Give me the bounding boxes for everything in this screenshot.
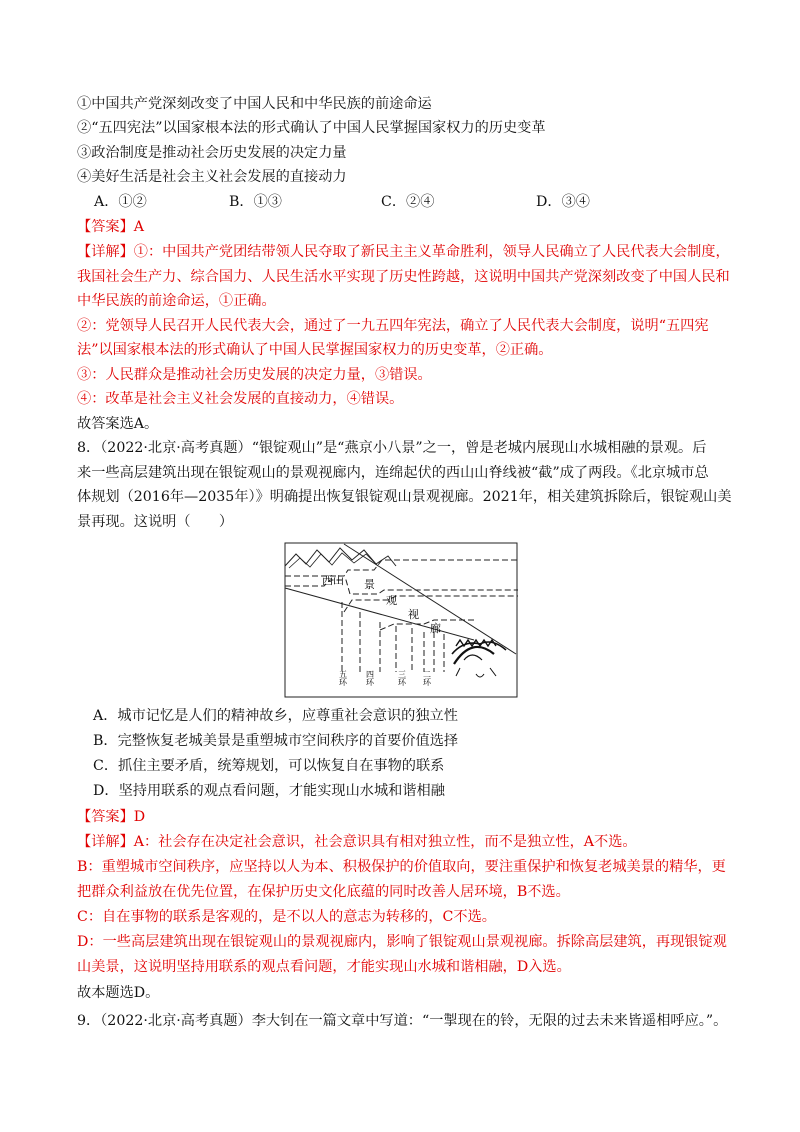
q8-detail-line: 【详解】A：社会存在决定社会意识，社会意识具有相对独立性，而不是独立性，A不选。: [77, 834, 637, 850]
q7-detail-line: 法”以国家根本法的形式确认了中国人民掌握国家权力的历史变革，②正确。: [77, 342, 553, 358]
q7-detail-line: ③：人民群众是推动社会历史发展的决定力量，③错误。: [77, 367, 432, 383]
q8-detail-line: 把群众利益放在优先位置，在保护历史文化底蕴的同时改善人居环境，B不选。: [77, 884, 570, 900]
q8-option-a: A．城市记忆是人们的精神故乡，应尊重社会意识的独立性: [93, 708, 458, 724]
bridge-arch: [464, 655, 482, 660]
skyline-middle: [344, 596, 518, 612]
q9-stem: 9．（2022·北京·高考真题）李大钊在一篇文章中写道：“一掣现在的铃，无限的过去未来皆遥相呼应。”。: [77, 1013, 728, 1029]
q7-detail-line: 中华民族的前途命运，①正确。: [77, 293, 276, 309]
bridge-leg: [456, 668, 460, 676]
q8-stem-line: 8．（2022·北京·高考真题）“银锭观山”是“燕京小八景”之一，曾是老城内展现山水城相融的景观。后: [77, 440, 707, 456]
bridge-leg: [490, 668, 496, 676]
q7-statement-3: ③政治制度是推动社会历史发展的决定力量: [77, 145, 347, 161]
q7-detail-line: ④：改革是社会主义社会发展的直接动力，④错误。: [77, 391, 404, 407]
q8-option-b: B．完整恢复老城美景是重塑城市空间秩序的首要价值选择: [93, 733, 459, 749]
q7-option-d: D．③④: [536, 194, 590, 210]
q7-statement-2: ②“五四宪法”以国家根本法的形式确认了中国人民掌握国家权力的历史变革: [77, 120, 546, 136]
q8-stem-line: 景再现。这说明（ ）: [77, 514, 234, 530]
q7-detail-line: 【详解】①：中国共产党团结带领人民夺取了新民主主义革命胜利，领导人民确立了人民代表大会制度，: [77, 244, 730, 260]
ring-label: 三环: [397, 670, 407, 686]
q8-detail-line: C：自在事物的联系是客观的，是不以人的意志为转移的，C不选。: [77, 909, 496, 925]
corridor-char: 廊: [430, 622, 441, 635]
skyline-lower: [380, 620, 474, 630]
viewer-mark: [476, 674, 484, 677]
q7-detail-line: ②：党领导人民召开人民代表大会，通过了一九五四年宪法，确立了人民代表大会制度，说明“五四宪: [77, 318, 709, 334]
corridor-char: 观: [386, 594, 397, 607]
ring-label: 五环: [338, 670, 348, 686]
skyline-top: [285, 560, 518, 576]
q7-statement-1: ①中国共产党深刻改变了中国人民和中华民族的前途命运: [77, 96, 432, 112]
corridor-char: 视: [408, 608, 419, 621]
q8-detail-line: D：一些高层建筑出现在银锭观山的景观视廊内，影响了银锭观山景观视廊。拆除高层建筑，再现银锭观: [77, 934, 727, 950]
q7-option-b: B．①③: [229, 194, 282, 210]
q8-answer: 【答案】D: [77, 809, 146, 825]
ring-label: 四环: [365, 670, 375, 686]
q8-detail-line: B：重塑城市空间秩序，应坚持以人为本、积极保护的价值取向，要注重保护和恢复老城美景的精华，更: [77, 859, 726, 875]
q7-option-a: A．①②: [94, 194, 147, 210]
skyline-upper: [285, 580, 518, 594]
q8-conclusion: 故本题选D。: [77, 985, 160, 1001]
q7-statement-4: ④美好生活是社会主义社会发展的直接动力: [77, 169, 347, 185]
corridor-char: 景: [364, 578, 375, 591]
q8-option-d: D．坚持用联系的观点看问题，才能实现山水城和谐相融: [93, 783, 445, 799]
q8-detail-line: 山美景，这说明坚持用联系的观点看问题，才能实现山水城和谐相融，D入选。: [77, 959, 571, 975]
q7-options: [77, 192, 717, 212]
q8-stem-line: 体规划（2016年—2035年）》明确提出恢复银锭观山景观视廊。2021年，相关建筑拆除后，银锭观山美: [77, 489, 732, 505]
q7-option-c: C．②④: [381, 194, 435, 210]
q7-detail-line: 我国社会生产力、综合国力、人民生活水平实现了历史性跨越，这说明中国共产党深刻改变了中国人民和: [77, 269, 730, 285]
mountain-label: 西山: [322, 574, 344, 587]
q8-stem-line: 来一些高层建筑出现在银锭观山的景观视廊内，连绵起伏的西山山脊线被“截”成了两段。《北京城市总: [77, 465, 709, 481]
view-corridor-figure: [284, 542, 518, 698]
q8-option-c: C．抓住主要矛盾，统筹规划，可以恢复自在事物的联系: [93, 758, 445, 774]
q7-answer: 【答案】A: [77, 219, 144, 235]
q7-conclusion: 故答案选A。: [77, 416, 159, 432]
mountain-ridge-inner: [289, 553, 378, 568]
ring-label: 二环: [422, 670, 432, 686]
